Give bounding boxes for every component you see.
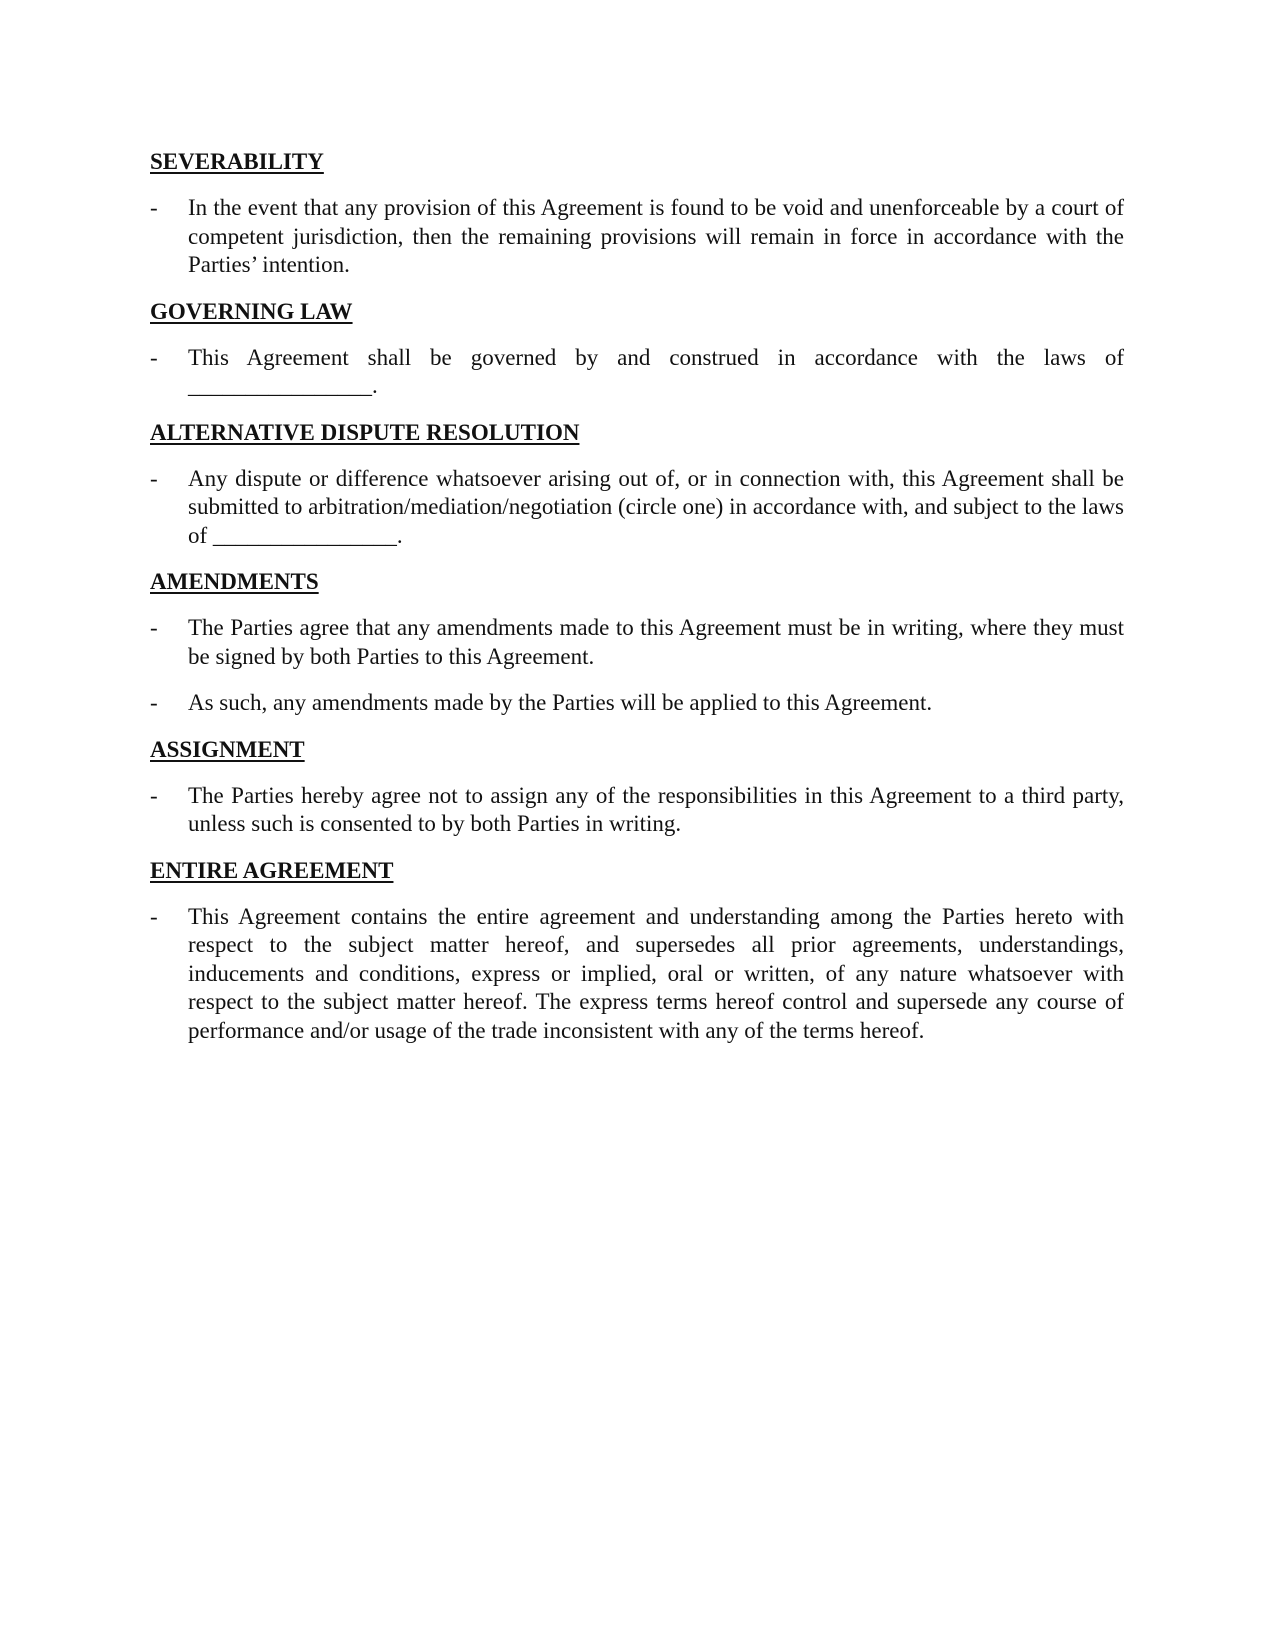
- section-assignment: [150, 736, 1124, 839]
- bullet-dash: -: [150, 690, 158, 715]
- clause-text: This Agreement contains the entire agreement and understanding among the Parties hereto with respect to the subject matter hereof, and supersedes all prior agreements, understandings, inducements and conditions, express or implied, oral or written, of any nature whatsoever with respect to the subject matter hereof. The express terms hereof control and supersede any course of performance and/or usage of the trade inconsistent with any of the terms hereof.: [188, 903, 1124, 1043]
- section-governing-law: [150, 298, 1124, 401]
- bullet-dash: -: [150, 615, 158, 640]
- bullet-dash: -: [150, 344, 158, 370]
- section-heading: ALTERNATIVE DISPUTE RESOLUTION: [150, 419, 580, 445]
- section-heading: SEVERABILITY: [150, 149, 324, 174]
- section-heading: AMENDMENTS: [150, 569, 319, 594]
- clause-text: In the event that any provision of this Agreement is found to be void and unenforceable by a court of competent jurisdiction, then the remaining provisions will remain in force in accordance with the Parties’ intention.: [188, 195, 1124, 277]
- document-page: [150, 148, 1124, 1063]
- list-item: [150, 465, 1124, 551]
- clause-text: As such, any amendments made by the Parties will be applied to this Agreement.: [188, 690, 933, 715]
- bullet-dash: -: [150, 903, 158, 929]
- list-item: [150, 689, 1124, 718]
- list-item: [150, 614, 1124, 671]
- section-entire-agreement: [150, 857, 1124, 1046]
- section-heading: GOVERNING LAW: [150, 298, 353, 324]
- section-alternative-dispute-resolution: [150, 419, 1124, 551]
- clause-text: The Parties agree that any amendments made to this Agreement must be in writing, where they must be signed by both Parties to this Agreement.: [188, 615, 1124, 669]
- section-severability: [150, 148, 1124, 280]
- list-item: [150, 782, 1124, 839]
- list-item: [150, 903, 1124, 1046]
- section-amendments: [150, 568, 1124, 718]
- clause-text: The Parties hereby agree not to assign any of the responsibilities in this Agreement to a third party, unless such is consented to by both Parties in writing.: [188, 782, 1124, 836]
- list-item: [150, 194, 1124, 280]
- bullet-dash: -: [150, 195, 158, 220]
- clause-text: This Agreement shall be governed by and construed in accordance with the laws of ________________.: [188, 344, 1124, 398]
- list-item: [150, 344, 1124, 401]
- section-heading: ENTIRE AGREEMENT: [150, 857, 394, 883]
- bullet-dash: -: [150, 782, 158, 808]
- clause-text: Any dispute or difference whatsoever arising out of, or in connection with, this Agreement shall be submitted to arbitration/mediation/negotiation (circle one) in accordance with, and subject to the laws of ________________.: [188, 465, 1124, 548]
- section-heading: ASSIGNMENT: [150, 736, 305, 762]
- bullet-dash: -: [150, 465, 158, 491]
